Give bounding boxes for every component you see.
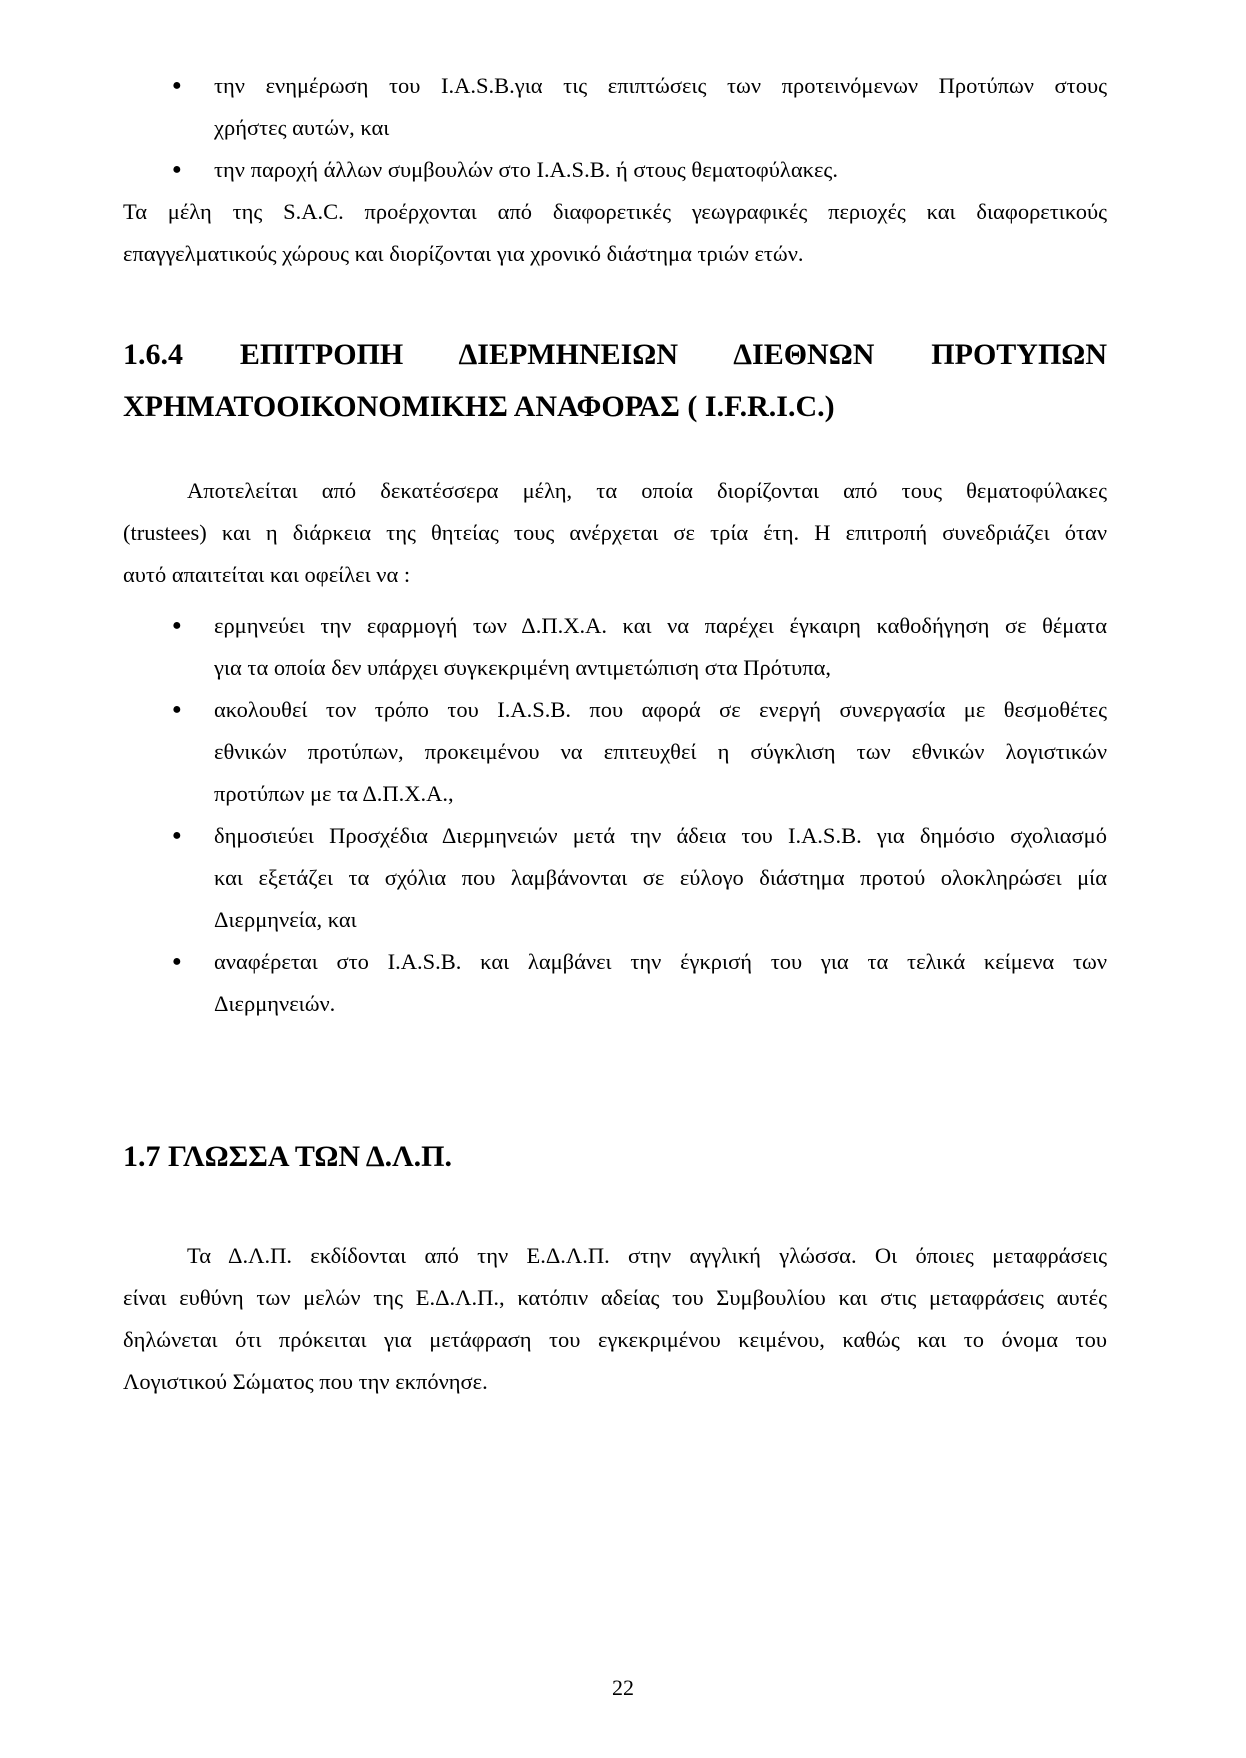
list-item <box>172 815 1107 941</box>
page-number: 22 <box>612 1675 634 1700</box>
bullet-icon: ● <box>172 827 182 844</box>
paragraph-line: (trustees) και η διάρκεια της θητείας τους ανέρχεται σε τρία έτη. Η επιτροπή συνεδριάζει όταν <box>123 520 1107 545</box>
bullet-icon: ● <box>172 77 182 94</box>
paragraph-line: είναι ευθύνη των μελών της Ε.Δ.Λ.Π., κατόπιν αδείας του Συμβουλίου και στις μεταφράσεις αυτές <box>123 1285 1107 1310</box>
paragraph-line: επαγγελματικούς χώρους και διορίζονται για χρονικό διάστημα τριών ετών. <box>123 241 804 266</box>
list-item <box>172 65 1107 149</box>
bullet-icon: ● <box>172 701 182 718</box>
list-item-line: Διερμηνεία, και <box>214 907 357 932</box>
intro-paragraph <box>123 191 1107 275</box>
list-item-line: δημοσιεύει Προσχέδια Διερμηνειών μετά την άδεια του I.A.S.B. για δημόσιο σχολιασμό <box>214 823 1107 848</box>
list-item-line: προτύπων με τα Δ.Π.Χ.Α., <box>214 781 454 806</box>
section-1-6-4-bullet-list <box>172 605 1107 1025</box>
list-item <box>172 941 1107 1025</box>
list-item-line: εθνικών προτύπων, προκειμένου να επιτευχθεί η σύγκλιση των εθνικών λογιστικών <box>214 739 1107 764</box>
list-item-line: την παροχή άλλων συμβουλών στο I.A.S.B. ή στους θεματοφύλακες. <box>214 157 838 182</box>
paragraph-line: Τα μέλη της S.A.C. προέρχονται από διαφορετικές γεωγραφικές περιοχές και διαφορετικούς <box>123 199 1107 224</box>
section-1-7-paragraph <box>123 1235 1107 1403</box>
section-1-6-4-paragraph <box>123 470 1107 596</box>
paragraph-line: αυτό απαιτείται και οφείλει να : <box>123 562 411 587</box>
list-item <box>172 689 1107 815</box>
intro-bullet-list <box>172 65 1107 191</box>
list-item <box>172 605 1107 689</box>
list-item-line: χρήστες αυτών, και <box>214 115 390 140</box>
paragraph-line: Λογιστικού Σώματος που την εκπόνησε. <box>123 1369 488 1394</box>
list-item-line: ακολουθεί τον τρόπο του I.A.S.B. που αφορά σε ενεργή συνεργασία με θεσμοθέτες <box>214 697 1107 722</box>
list-item-line: ερμηνεύει την εφαρμογή των Δ.Π.Χ.Α. και να παρέχει έγκαιρη καθοδήγηση σε θέματα <box>214 613 1107 638</box>
list-item-line: την ενημέρωση του I.A.S.B.για τις επιπτώσεις των προτεινόμενων Προτύπων στους <box>214 73 1107 98</box>
heading-line: 1.7 ΓΛΩΣΣΑ ΤΩΝ Δ.Λ.Π. <box>123 1140 453 1173</box>
paragraph-line: Αποτελείται από δεκατέσσερα μέλη, τα οποία διορίζονται από τους θεματοφύλακες <box>187 478 1107 503</box>
paragraph-line: δηλώνεται ότι πρόκειται για μετάφραση του εγκεκριμένου κειμένου, καθώς και το όνομα του <box>123 1327 1107 1352</box>
list-item-line: αναφέρεται στο I.A.S.B. και λαμβάνει την έγκρισή του για τα τελικά κείμενα των <box>214 949 1107 974</box>
list-item-line: και εξετάζει τα σχόλια που λαμβάνονται σε εύλογο διάστημα προτού ολοκληρώσει μία <box>214 865 1107 890</box>
bullet-icon: ● <box>172 953 182 970</box>
bullet-icon: ● <box>172 617 182 634</box>
heading-line: ΧΡΗΜΑΤΟΟΙΚΟΝΟΜΙΚΗΣ ΑΝΑΦΟΡΑΣ ( I.F.R.I.C.) <box>123 390 835 423</box>
heading-line: 1.6.4 ΕΠΙΤΡΟΠΗ ΔΙΕΡΜΗΝΕΙΩΝ ΔΙΕΘΝΩΝ ΠΡΟΤΥΠΩΝ <box>123 338 1107 371</box>
paragraph-line: Τα Δ.Λ.Π. εκδίδονται από την Ε.Δ.Λ.Π. στην αγγλική γλώσσα. Οι όποιες μεταφράσεις <box>187 1243 1107 1268</box>
bullet-icon: ● <box>172 161 182 178</box>
list-item-line: Διερμηνειών. <box>214 991 336 1016</box>
list-item <box>172 149 1107 191</box>
list-item-line: για τα οποία δεν υπάρχει συγκεκριμένη αντιμετώπιση στα Πρότυπα, <box>214 655 831 680</box>
section-1-6-4-heading <box>123 329 1107 433</box>
section-1-7-heading <box>123 1131 1107 1183</box>
